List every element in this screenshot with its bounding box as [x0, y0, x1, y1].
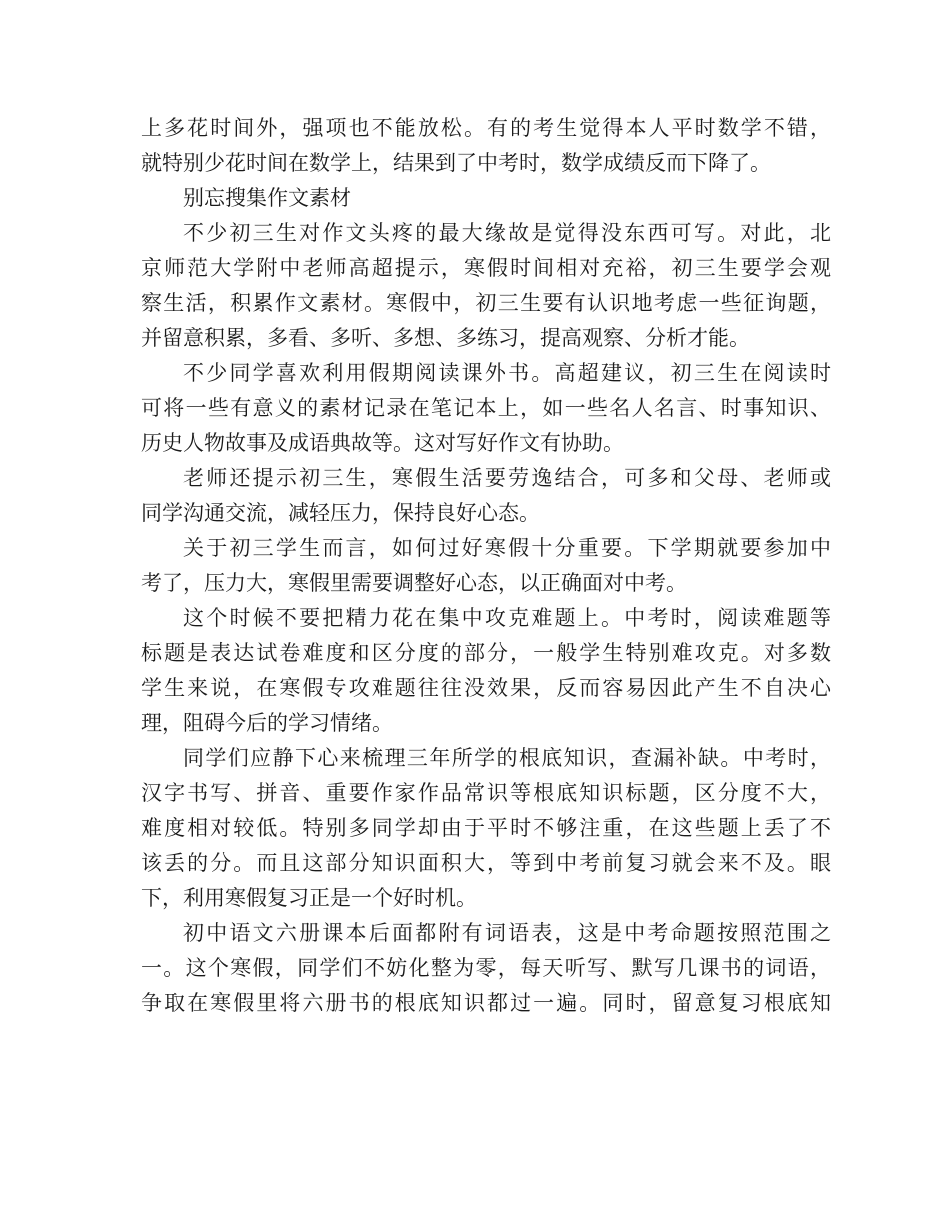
paragraph-line: 下，利用寒假复习正是一个好时机。 [141, 886, 477, 910]
paragraph-line: 理，阻碍今后的学习情绪。 [141, 711, 393, 735]
paragraph-line: 历史人物故事及成语典故等。这对写好作文有协助。 [141, 431, 624, 455]
paragraph-first-line: 同学们应静下心来梳理三年所学的根底知识，查漏补缺。中考时， [183, 746, 831, 770]
paragraph-line: 察生活，积累作文素材。寒假中，初三生要有认识地考虑一些征询题， [141, 291, 831, 315]
paragraph-first-line: 别忘搜集作文素材 [183, 186, 351, 210]
paragraph-line: 争取在寒假里将六册书的根底知识都过一遍。同时，留意复习根底知 [141, 991, 831, 1015]
paragraph-line: 可将一些有意义的素材记录在笔记本上，如一些名人名言、时事知识、 [141, 396, 831, 420]
paragraph-line: 同学沟通交流，减轻压力，保持良好心态。 [141, 501, 540, 525]
paragraph-first-line: 初中语文六册课本后面都附有词语表，这是中考命题按照范围之 [183, 921, 831, 945]
paragraph-line: 该丢的分。而且这部分知识面积大，等到中考前复习就会来不及。眼 [141, 851, 831, 875]
paragraph-first-line: 关于初三学生而言，如何过好寒假十分重要。下学期就要参加中 [183, 536, 831, 560]
paragraph-line: 并留意积累，多看、多听、多想、多练习，提高观察、分析才能。 [141, 326, 750, 350]
paragraph-first-line: 不少同学喜欢利用假期阅读课外书。高超建议，初三生在阅读时 [183, 361, 831, 385]
document-body-text [141, 111, 831, 1021]
paragraph-first-line: 这个时候不要把精力花在集中攻克难题上。中考时，阅读难题等 [183, 606, 831, 630]
paragraph-line: 难度相对较低。特别多同学却由于平时不够注重，在这些题上丢了不 [141, 816, 831, 840]
paragraph-line: 就特别少花时间在数学上，结果到了中考时，数学成绩反而下降了。 [141, 151, 771, 175]
paragraph-line: 上多花时间外，强项也不能放松。有的考生觉得本人平时数学不错， [141, 116, 831, 140]
paragraph-line: 一。这个寒假，同学们不妨化整为零，每天听写、默写几课书的词语， [141, 956, 831, 980]
paragraph-line: 考了，压力大，寒假里需要调整好心态，以正确面对中考。 [141, 571, 687, 595]
paragraph-first-line: 老师还提示初三生，寒假生活要劳逸结合，可多和父母、老师或 [183, 466, 831, 490]
paragraph-line: 标题是表达试卷难度和区分度的部分，一般学生特别难攻克。对多数 [141, 641, 831, 665]
paragraph-line: 京师范大学附中老师高超提示，寒假时间相对充裕，初三生要学会观 [141, 256, 831, 280]
paragraph-line: 汉字书写、拼音、重要作家作品常识等根底知识标题，区分度不大， [141, 781, 831, 805]
paragraph-line: 学生来说，在寒假专攻难题往往没效果，反而容易因此产生不自决心 [141, 676, 831, 700]
paragraph-first-line: 不少初三生对作文头疼的最大缘故是觉得没东西可写。对此，北 [183, 221, 831, 245]
